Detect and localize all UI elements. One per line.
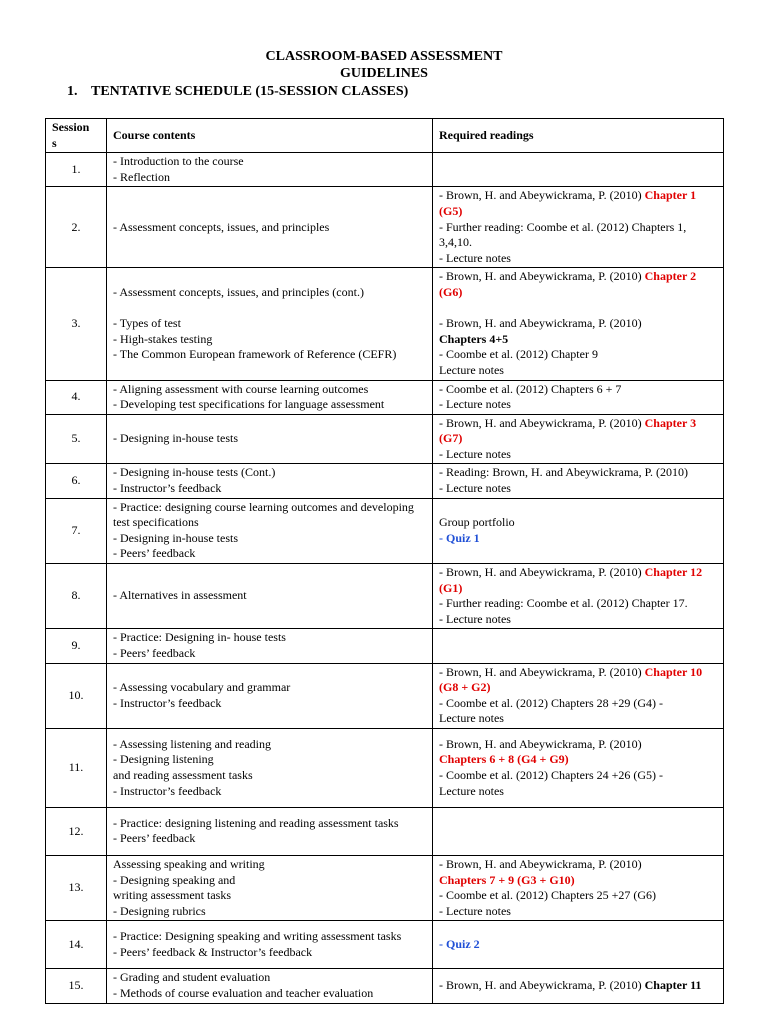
section-title: TENTATIVE SCHEDULE (15-SESSION CLASSES) — [91, 84, 409, 99]
course-contents-cell — [107, 153, 433, 187]
required-readings-cell — [433, 807, 724, 855]
session-number: 4. — [46, 380, 107, 414]
reading-line — [439, 515, 717, 531]
reading-text: - Brown, H. and Abeywickrama, P. (2010) — [439, 978, 645, 993]
reading-line — [439, 531, 717, 547]
course-contents-cell — [107, 187, 433, 268]
table-row — [46, 807, 724, 855]
course-content-line: - Developing test specifications for language assessment — [113, 397, 385, 412]
session-number: 15. — [46, 969, 107, 1003]
reading-text: - Lecture notes — [439, 250, 511, 265]
document-title-line1: CLASSROOM-BASED ASSESSMENT — [265, 49, 503, 64]
reading-line — [439, 904, 717, 920]
reading-line — [439, 565, 717, 596]
course-content-line: - The Common European framework of Reference (CEFR) — [113, 347, 397, 362]
course-content-line: and reading assessment tasks — [113, 767, 253, 782]
blank-line — [113, 301, 426, 317]
table-row — [46, 564, 724, 629]
course-content-line: - Designing in-house tests — [113, 530, 238, 545]
required-readings-cell — [433, 380, 724, 414]
course-content-line: - Designing in-house tests (Cont.) — [113, 465, 276, 480]
table-row — [46, 187, 724, 268]
required-readings-cell — [433, 728, 724, 807]
reading-line — [439, 888, 717, 904]
chapter-reference: Chapters 6 + 8 (G4 + G9) — [439, 752, 569, 767]
required-readings-cell — [433, 564, 724, 629]
reading-text: - Coombe et al. (2012) Chapters 6 + 7 — [439, 381, 622, 396]
chapter-reference: Chapter 10 (G8 + G2) — [439, 664, 703, 695]
reading-line — [439, 397, 717, 413]
reading-line — [439, 481, 717, 497]
reading-line — [439, 937, 717, 953]
reading-line — [439, 465, 717, 481]
reading-line — [439, 220, 717, 251]
reading-line — [439, 251, 717, 267]
course-content-line: Assessing speaking and writing — [113, 856, 265, 871]
session-number: 7. — [46, 498, 107, 563]
schedule-table — [45, 118, 724, 1004]
table-row — [46, 969, 724, 1003]
chapter-reference: Chapter 1 (G5) — [439, 188, 697, 218]
course-content-line: - Assessment concepts, issues, and principles (cont.) — [113, 284, 364, 299]
chapter-reference: Chapter 11 — [644, 978, 702, 993]
course-contents-cell — [107, 663, 433, 728]
table-row — [46, 921, 724, 969]
course-contents-cell — [107, 564, 433, 629]
reading-text: - Reading: Brown, H. and Abeywickrama, P. (2010) — [439, 465, 688, 480]
table-row — [46, 855, 724, 920]
course-content-line: - Practice: designing listening and reading assessment tasks — [113, 815, 399, 830]
session-number: 8. — [46, 564, 107, 629]
required-readings-cell — [433, 969, 724, 1003]
reading-text: - Coombe et al. (2012) Chapters 24 +26 (G5) - — [439, 767, 664, 782]
reading-line — [439, 416, 717, 447]
course-content-line: - Designing speaking and — [113, 872, 236, 887]
reading-text: Group portfolio — [439, 515, 515, 530]
reading-line — [439, 737, 717, 753]
course-content-line: - Aligning assessment with course learning outcomes — [113, 381, 369, 396]
table-row — [46, 464, 724, 498]
reading-line — [439, 752, 717, 768]
reading-text: - Brown, H. and Abeywickrama, P. (2010) — [439, 856, 642, 871]
table-row — [46, 629, 724, 663]
reading-text: - Lecture notes — [439, 611, 511, 626]
session-number: 3. — [46, 268, 107, 380]
course-contents-cell — [107, 728, 433, 807]
header-readings: Required readings — [433, 119, 724, 153]
session-number: 9. — [46, 629, 107, 663]
blank-line — [439, 301, 717, 317]
course-content-line: - Instructor’s feedback — [113, 481, 222, 496]
table-header-row — [46, 119, 724, 153]
course-content-line: - Reflection — [113, 169, 170, 184]
required-readings-cell — [433, 268, 724, 380]
table-row — [46, 663, 724, 728]
course-contents-cell — [107, 921, 433, 969]
reading-text: Lecture notes — [439, 783, 504, 798]
section-heading — [67, 83, 408, 100]
session-number: 1. — [46, 153, 107, 187]
reading-line — [439, 768, 717, 784]
header-contents: Course contents — [107, 119, 433, 153]
course-content-line: - Instructor’s feedback — [113, 783, 222, 798]
quiz-label: - Quiz 1 — [439, 530, 480, 545]
course-contents-cell — [107, 629, 433, 663]
course-content-line: - Designing listening — [113, 752, 214, 767]
reading-line — [439, 316, 717, 332]
course-content-line: - Practice: Designing speaking and writing assessment tasks — [113, 929, 402, 944]
reading-line — [439, 696, 717, 712]
required-readings-cell — [433, 153, 724, 187]
reading-text: - Lecture notes — [439, 397, 511, 412]
session-number: 10. — [46, 663, 107, 728]
reading-text: - Brown, H. and Abeywickrama, P. (2010) — [439, 415, 645, 430]
table-row — [46, 268, 724, 380]
course-content-line: - Peers’ feedback & Instructor’s feedback — [113, 944, 313, 959]
reading-text: - Coombe et al. (2012) Chapters 25 +27 (G6) — [439, 888, 657, 903]
required-readings-cell — [433, 498, 724, 563]
course-content-line: - Grading and student evaluation — [113, 970, 271, 985]
reading-text: Lecture notes — [439, 711, 504, 726]
reading-line — [439, 188, 717, 219]
course-contents-cell — [107, 464, 433, 498]
required-readings-cell — [433, 629, 724, 663]
reading-line — [439, 347, 717, 363]
course-content-line: - Designing in-house tests — [113, 431, 238, 446]
reading-line — [439, 978, 717, 994]
table-row — [46, 153, 724, 187]
reading-text: - Coombe et al. (2012) Chapter 9 — [439, 347, 598, 362]
chapter-reference: Chapters 7 + 9 (G3 + G10) — [439, 872, 575, 887]
course-content-line: - High-stakes testing — [113, 331, 213, 346]
reading-line — [439, 873, 717, 889]
course-content-line: - Assessing listening and reading — [113, 736, 271, 751]
header-session-label: Session s — [52, 120, 90, 150]
required-readings-cell — [433, 464, 724, 498]
reading-text: - Brown, H. and Abeywickrama, P. (2010) — [439, 316, 642, 331]
course-contents-cell — [107, 268, 433, 380]
chapter-reference: Chapter 12 (G1) — [439, 565, 703, 595]
course-contents-cell — [107, 807, 433, 855]
course-content-line: - Peers’ feedback — [113, 646, 196, 660]
session-number: 2. — [46, 187, 107, 268]
course-contents-cell — [107, 969, 433, 1003]
reading-line — [439, 332, 717, 348]
course-contents-cell — [107, 414, 433, 464]
required-readings-cell — [433, 414, 724, 464]
required-readings-cell — [433, 921, 724, 969]
header-session — [46, 119, 107, 153]
course-content-line: - Designing rubrics — [113, 903, 206, 918]
section-number: 1. — [67, 84, 78, 99]
reading-text: - Brown, H. and Abeywickrama, P. (2010) — [439, 269, 645, 284]
reading-line — [439, 784, 717, 800]
reading-text: - Brown, H. and Abeywickrama, P. (2010) — [439, 188, 645, 203]
required-readings-cell — [433, 855, 724, 920]
course-contents-cell — [107, 498, 433, 563]
course-contents-cell — [107, 380, 433, 414]
reading-text: - Further reading: Coombe et al. (2012) Chapters 1, 3,4,10. — [439, 219, 687, 250]
reading-line — [439, 596, 717, 612]
session-number: 11. — [46, 728, 107, 807]
reading-line — [439, 711, 717, 727]
quiz-label: - Quiz 2 — [439, 937, 480, 952]
table-row — [46, 498, 724, 563]
reading-text: - Brown, H. and Abeywickrama, P. (2010) — [439, 565, 645, 580]
table-row — [46, 380, 724, 414]
course-content-line: - Practice: designing course learning outcomes and developing test specifications — [113, 499, 414, 530]
session-number: 5. — [46, 414, 107, 464]
course-content-line: writing assessment tasks — [113, 888, 231, 903]
reading-text: - Lecture notes — [439, 903, 511, 918]
chapter-reference: Chapter 3 (G7) — [439, 415, 697, 446]
session-number: 6. — [46, 464, 107, 498]
course-content-line: - Types of test — [113, 316, 181, 331]
course-content-line: - Introduction to the course — [113, 154, 244, 169]
reading-text: - Coombe et al. (2012) Chapters 28 +29 (G4) - — [439, 695, 664, 710]
reading-line — [439, 857, 717, 873]
course-content-line: - Peers’ feedback — [113, 546, 196, 561]
reading-text: - Lecture notes — [439, 446, 511, 461]
session-number: 12. — [46, 807, 107, 855]
reading-text: - Brown, H. and Abeywickrama, P. (2010) — [439, 664, 645, 679]
reading-line — [439, 612, 717, 628]
session-number: 13. — [46, 855, 107, 920]
chapter-reference: Chapters 4+5 — [439, 331, 509, 346]
required-readings-cell — [433, 663, 724, 728]
course-content-line: - Assessing vocabulary and grammar — [113, 680, 291, 695]
schedule-table-body — [46, 153, 724, 1003]
session-number: 14. — [46, 921, 107, 969]
course-content-line: - Peers’ feedback — [113, 831, 196, 846]
reading-line — [439, 382, 717, 398]
course-content-line: - Methods of course evaluation and teacher evaluation — [113, 985, 374, 1000]
course-content-line: - Alternatives in assessment — [113, 588, 247, 603]
reading-line — [439, 665, 717, 696]
required-readings-cell — [433, 187, 724, 268]
reading-text: - Lecture notes — [439, 481, 511, 496]
document-title-line2: GUIDELINES — [340, 66, 428, 81]
table-row — [46, 414, 724, 464]
reading-line — [439, 447, 717, 463]
reading-text: - Further reading: Coombe et al. (2012) Chapter 17. — [439, 596, 688, 611]
course-content-line: - Instructor’s feedback — [113, 695, 222, 710]
reading-text: Lecture notes — [439, 362, 504, 377]
table-row — [46, 728, 724, 807]
chapter-reference: Chapter 2 (G6) — [439, 269, 697, 299]
course-content-line: - Assessment concepts, issues, and principles — [113, 219, 330, 234]
course-contents-cell — [107, 855, 433, 920]
reading-line — [439, 269, 717, 300]
reading-line — [439, 363, 717, 379]
course-content-line: - Practice: Designing in- house tests — [113, 630, 286, 645]
reading-text: - Brown, H. and Abeywickrama, P. (2010) — [439, 736, 642, 751]
